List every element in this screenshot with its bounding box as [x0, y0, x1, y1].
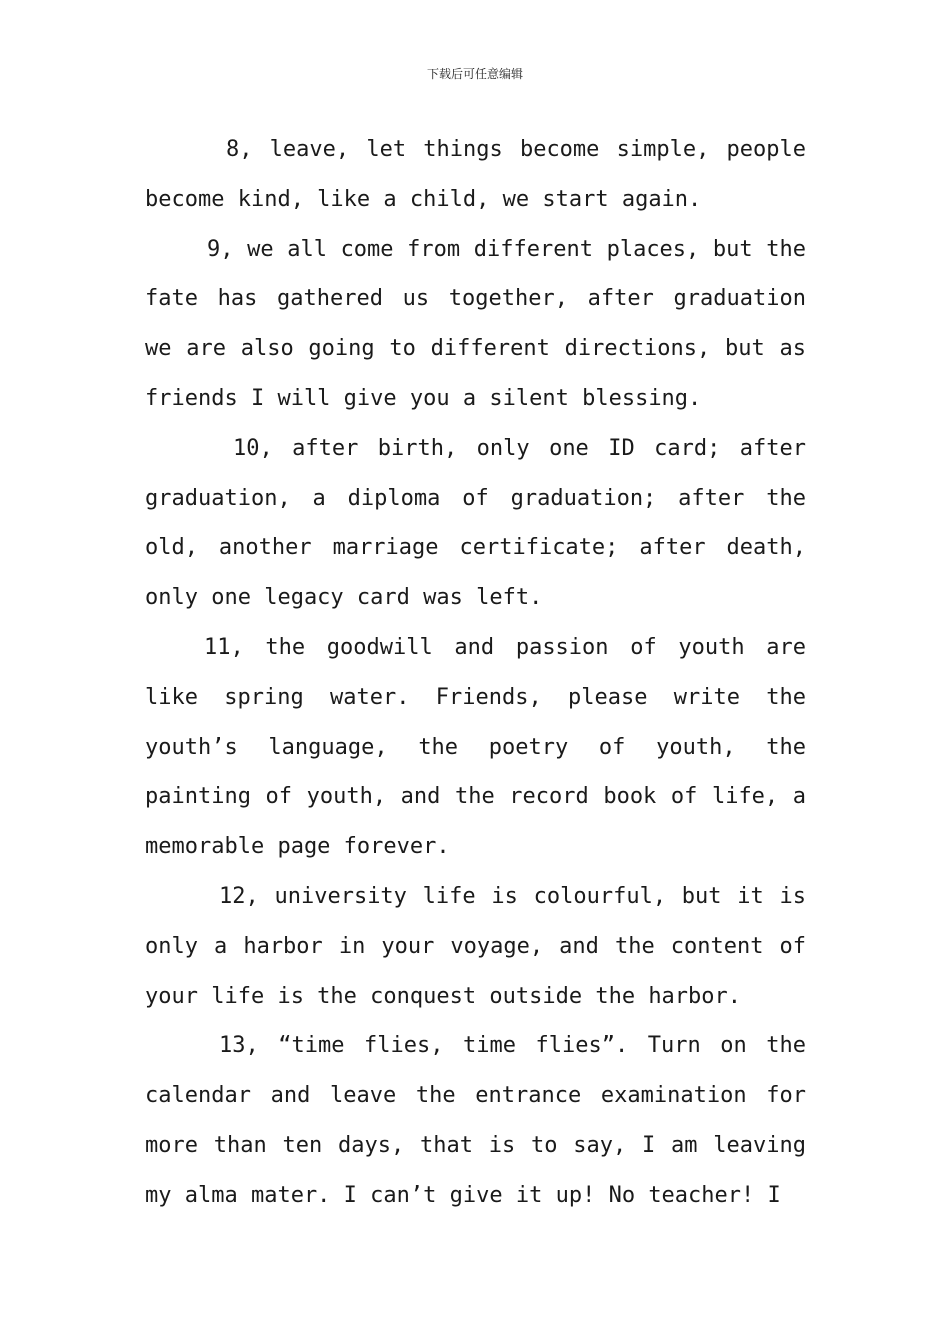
document-body: [145, 125, 806, 1221]
paragraph-11: 11, the goodwill and passion of youth are like spring water. Friends, please write the youth’s language, the poetry of youth, the painting of youth, and the record book of life, a memorable page forever.: [145, 634, 806, 860]
paragraph-9: 9, we all come from different places, but the fate has gathered us together, after graduation we are also going to different directions, but as friends I will give you a silent blessing.: [145, 236, 806, 411]
paragraph-12: 12, university life is colourful, but it is only a harbor in your voyage, and the content of your life is the conquest outside the harbor.: [145, 883, 806, 1009]
paragraph-10: 10, after birth, only one ID card; after graduation, a diploma of graduation; after the old, another marriage certificate; after death, only one legacy card was left.: [145, 435, 806, 611]
page-header: 下载后可任意编辑: [426, 67, 523, 81]
paragraph-8: 8, leave, let things become simple, people become kind, like a child, we start again.: [145, 137, 806, 212]
paragraph-13: 13, “time flies, time flies”. Turn on the calendar and leave the entrance examination for more than ten days, that is to say, I am leaving my alma mater. I can’t give it up! No teacher! I: [145, 1033, 806, 1208]
